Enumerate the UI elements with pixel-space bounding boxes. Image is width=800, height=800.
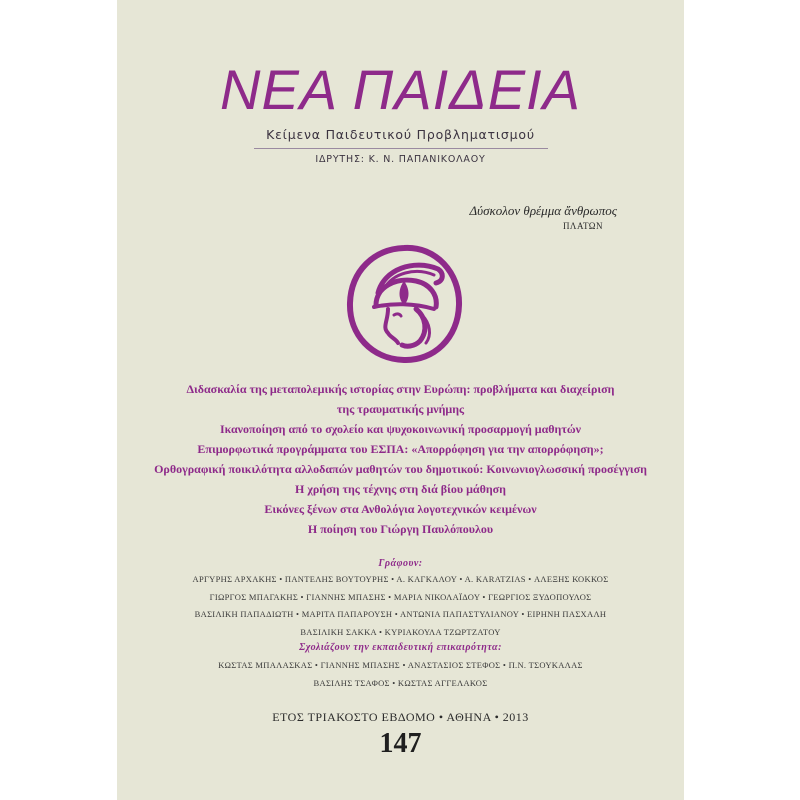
commentator-name: ΒΑΣΙΛΗΣ ΤΣΑΦΟΣ [313, 677, 390, 688]
writer-name: • ΓΕΩΡΓΙΟΣ ΞΥΔΟΠΟΥΛΟΣ [480, 592, 591, 602]
commentators-row [117, 675, 684, 693]
writer-name: ΓΙΩΡΓΟΣ ΜΠΑΓΑΚΗΣ [209, 591, 299, 602]
founder-line: ΙΔΡΥΤΗΣ: Κ. Ν. ΠΑΠΑΝΙΚΟΛΑΟΥ [315, 154, 486, 165]
commentator-name: • Π.Ν. ΤΣΟΥΚΑΛΑΣ [500, 660, 582, 670]
writers-row [117, 606, 684, 624]
writer-name: • ΚΥΡΙΑΚΟΥΛΑ ΤΖΩΡΤΖΑΤΟΥ [377, 627, 501, 637]
writer-name: • Α. KARATZIAS [457, 574, 526, 584]
article-title: Ικανοποίηση από το σχολείο και ψυχοκοινωνική προσαρμογή μαθητών [219, 422, 582, 436]
article-title: Ορθογραφική ποικιλότητα αλλοδαπών μαθητών του δημοτικού: Κοινωνιογλωσσική προσέγγιση [154, 462, 647, 476]
commentator-name: • ΑΝΑΣΤΑΣΙΟΣ ΣΤΕΦΟΣ [400, 660, 500, 670]
writer-name: • Α. ΚΑΓΚΑΛΟΥ [389, 574, 457, 584]
writers-row [117, 589, 684, 607]
writers-list [117, 571, 684, 641]
article-title: Η χρήση της τέχνης στη διά βίου μάθηση [294, 482, 506, 496]
article-title: Η ποίηση του Γιώργη Παυλόπουλου [307, 522, 494, 536]
epigraph-author: ΠΛΑΤΩΝ [562, 221, 603, 231]
article-title: Διδασκαλία της μεταπολεμικής ιστορίας στην Ευρώπη: προβλήματα και διαχείριση [186, 382, 615, 396]
writers-row [117, 624, 684, 642]
writer-name: ΒΑΣΙΛΙΚΗ ΠΑΠΑΔΙΩΤΗ [194, 609, 294, 619]
writer-name: • ΑΛΕΞΗΣ ΚΟΚΚΟΣ [526, 574, 609, 584]
magazine-title: ΝΕΑ ΠΑΙΔΕΙΑ [220, 58, 581, 121]
writer-name: • ΕΙΡΗΝΗ ΠΑΣΧΑΛΗ [519, 609, 606, 619]
writer-name: • ΜΑΡΙΤΑ ΠΑΠΑΡΟΥΣΗ [294, 609, 393, 619]
writer-name: ΑΡΓΥΡΗΣ ΑΡΧΑΚΗΣ [192, 574, 277, 584]
writer-name: • ΜΑΡΙΑ ΝΙΚΟΛΑΪΔΟΥ [386, 592, 480, 602]
article-title: της τραυματικής μνήμης [336, 402, 465, 416]
athena-helmet-icon [344, 243, 464, 365]
commentator-name: • ΚΩΣΤΑΣ ΑΓΓΕΛΑΚΟΣ [390, 678, 488, 688]
magazine-subtitle: Κείμενα Παιδευτικού Προβληματισμού [266, 127, 535, 142]
writer-name: • ΑΝΤΩΝΙΑ ΠΑΠΑΣΤΥΛΙΑΝΟΥ [392, 609, 519, 619]
writers-row [117, 571, 684, 589]
commentators-list [117, 657, 684, 692]
article-list [117, 379, 684, 539]
magazine-cover [117, 0, 684, 800]
commentators-row [117, 657, 684, 675]
commentary-label: Σχολιάζουν την εκπαιδευτική επικαιρότητα: [299, 642, 502, 653]
article-title: Επιμορφωτικά προγράμματα του ΕΣΠΑ: «Απορρόφηση για την απορρόφηση»; [197, 442, 604, 456]
epigraph-quote: Δύσκολον θρέμμα ἄνθρωπος [469, 203, 617, 218]
writer-name: ΒΑΣΙΛΙΚΗ ΣΑΚΚΑ [300, 626, 377, 637]
writers-label: Γράφουν: [378, 558, 423, 569]
writer-name: • ΠΑΝΤΕΛΗΣ ΒΟΥΤΟΥΡΗΣ [277, 574, 389, 584]
issue-number: 147 [379, 728, 422, 759]
commentator-name: • ΓΙΑΝΝΗΣ ΜΠΑΣΗΣ [312, 660, 400, 670]
commentator-name: ΚΩΣΤΑΣ ΜΠΑΛΑΣΚΑΣ [218, 660, 313, 670]
article-title: Εικόνες ξένων στα Ανθολόγια λογοτεχνικών κειμένων [264, 502, 537, 516]
writer-name: • ΓΙΑΝΝΗΣ ΜΠΑΣΗΣ [298, 592, 386, 602]
subtitle-divider [254, 148, 548, 149]
publication-year-line: ΕΤΟΣ ΤΡΙΑΚΟΣΤΟ ΕΒΔΟΜΟ • ΑΘΗΝΑ • 2013 [272, 710, 529, 724]
